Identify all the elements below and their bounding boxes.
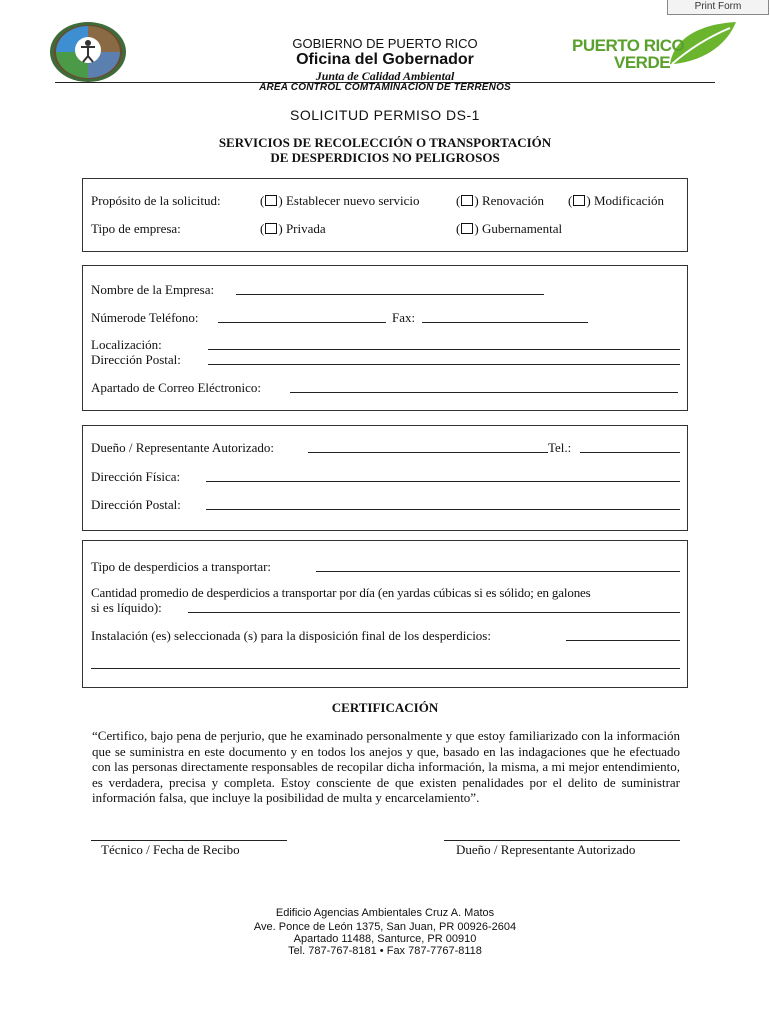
brand-line-1: PUERTO RICO [572, 36, 685, 55]
option-government[interactable]: ( ) Gubernamental [456, 221, 563, 236]
phone-label: Númerode Teléfono: [91, 310, 199, 325]
option-new-service-label: Establecer nuevo servicio [285, 193, 420, 208]
quantity-label-1: Cantidad promedio de desperdicios a transportar por día (en yardas cúbicas si es sólido; en galones [91, 585, 591, 600]
owner-postal-field[interactable] [206, 509, 680, 510]
physical-address-field[interactable] [206, 481, 680, 482]
email-field[interactable] [290, 392, 678, 393]
physical-address-label: Dirección Física: [91, 469, 181, 484]
quantity-field[interactable] [188, 612, 680, 613]
option-private[interactable]: ( ) Privada [260, 221, 326, 236]
owner-label: Dueño / Representante Autorizado: [91, 440, 275, 455]
owner-signature-label: Dueño / Representante Autorizado [456, 842, 636, 857]
footer-contact: Tel. 787-767-8181 • Fax 787-7767-8118 [288, 945, 482, 957]
form-subtitle-2: DE DESPERDICIOS NO PELIGROSOS [270, 150, 500, 165]
location-label: Localización: [91, 337, 162, 352]
owner-tel-label: Tel.: [548, 440, 572, 455]
purpose-label: Propósito de la solicitud: [91, 193, 221, 208]
option-private-label: Privada [285, 221, 326, 236]
checkbox-government[interactable] [461, 223, 473, 234]
company-type-label: Tipo de empresa: [91, 221, 181, 236]
waste-type-field[interactable] [316, 571, 680, 572]
print-form-button[interactable]: Print Form [667, 0, 769, 15]
certification-text: “Certifico, bajo pena de perjurio, que he examinado personalmente y que estoy familiarizado con la información que se suministra en este documento y en todos los anejos y que, basado en las indagaciones que he efectuado con las personas directamente responsables de recopilar dicha información, la misma, a mi mejor entendimiento, es verdadera, precisa y completa. Estoy consciente de que existen penalidades por el delito de suministrar información falsa, que incluye la posibilidad de multa y encarcelamiento”. [92, 728, 680, 805]
brand-line-2: VERDE [614, 53, 671, 72]
company-name-label: Nombre de la Empresa: [91, 282, 215, 297]
option-new-service[interactable]: ( ) Establecer nuevo servicio [260, 193, 420, 208]
option-modification[interactable]: ( ) Modificación [568, 193, 664, 208]
option-renewal-label: Renovación [481, 193, 545, 208]
technician-signature-line[interactable] [91, 840, 287, 841]
waste-type-label: Tipo de desperdicios a transportar: [91, 559, 272, 574]
owner-tel-field[interactable] [580, 452, 680, 453]
technician-signature-label: Técnico / Fecha de Recibo [101, 842, 240, 857]
option-renewal[interactable]: ( ) Renovación [456, 193, 545, 208]
email-label: Apartado de Correo Eléctronico: [91, 380, 262, 395]
location-field[interactable] [208, 349, 680, 350]
footer-street: Ave. Ponce de León 1375, San Juan, PR 00926-2604 [253, 921, 517, 933]
postal-address-field[interactable] [208, 364, 680, 365]
purpose-section [82, 178, 688, 252]
office-heading: Oficina del Gobernador [296, 51, 474, 68]
board-heading: Junta de Calidad Ambiental [315, 69, 455, 83]
fax-field[interactable] [422, 322, 588, 323]
checkbox-renewal[interactable] [461, 195, 473, 206]
phone-field[interactable] [218, 322, 386, 323]
checkbox-new-service[interactable] [265, 195, 277, 206]
area-heading: AREA CONTROL COMTAMINACION DE TERRENOS [259, 82, 511, 93]
company-name-field[interactable] [236, 294, 544, 295]
owner-postal-label: Dirección Postal: [91, 497, 181, 512]
government-heading: GOBIERNO DE PUERTO RICO [292, 36, 478, 51]
certification-title: CERTIFICACIÓN [331, 700, 439, 715]
fax-label: Fax: [392, 310, 416, 325]
option-modification-label: Modificación [593, 193, 664, 208]
facility-field-extra[interactable] [91, 668, 680, 669]
form-title: SOLICITUD PERMISO DS-1 [290, 107, 480, 123]
option-government-label: Gubernamental [481, 221, 563, 236]
footer-po-box: Apartado 11488, Santurce, PR 00910 [293, 933, 477, 945]
facility-label: Instalación (es) seleccionada (s) para la disposición final de los desperdicios: [91, 628, 491, 643]
facility-field[interactable] [566, 640, 680, 641]
checkbox-modification[interactable] [573, 195, 585, 206]
postal-address-label: Dirección Postal: [91, 352, 181, 367]
owner-signature-line[interactable] [444, 840, 680, 841]
checkbox-private[interactable] [265, 223, 277, 234]
footer-building: Edificio Agencias Ambientales Cruz A. Matos [275, 907, 495, 919]
owner-field[interactable] [308, 452, 548, 453]
quantity-label-2: si es líquido): [91, 600, 162, 615]
form-subtitle-1: SERVICIOS DE RECOLECCIÓN O TRANSPORTACIÓN [218, 135, 552, 150]
